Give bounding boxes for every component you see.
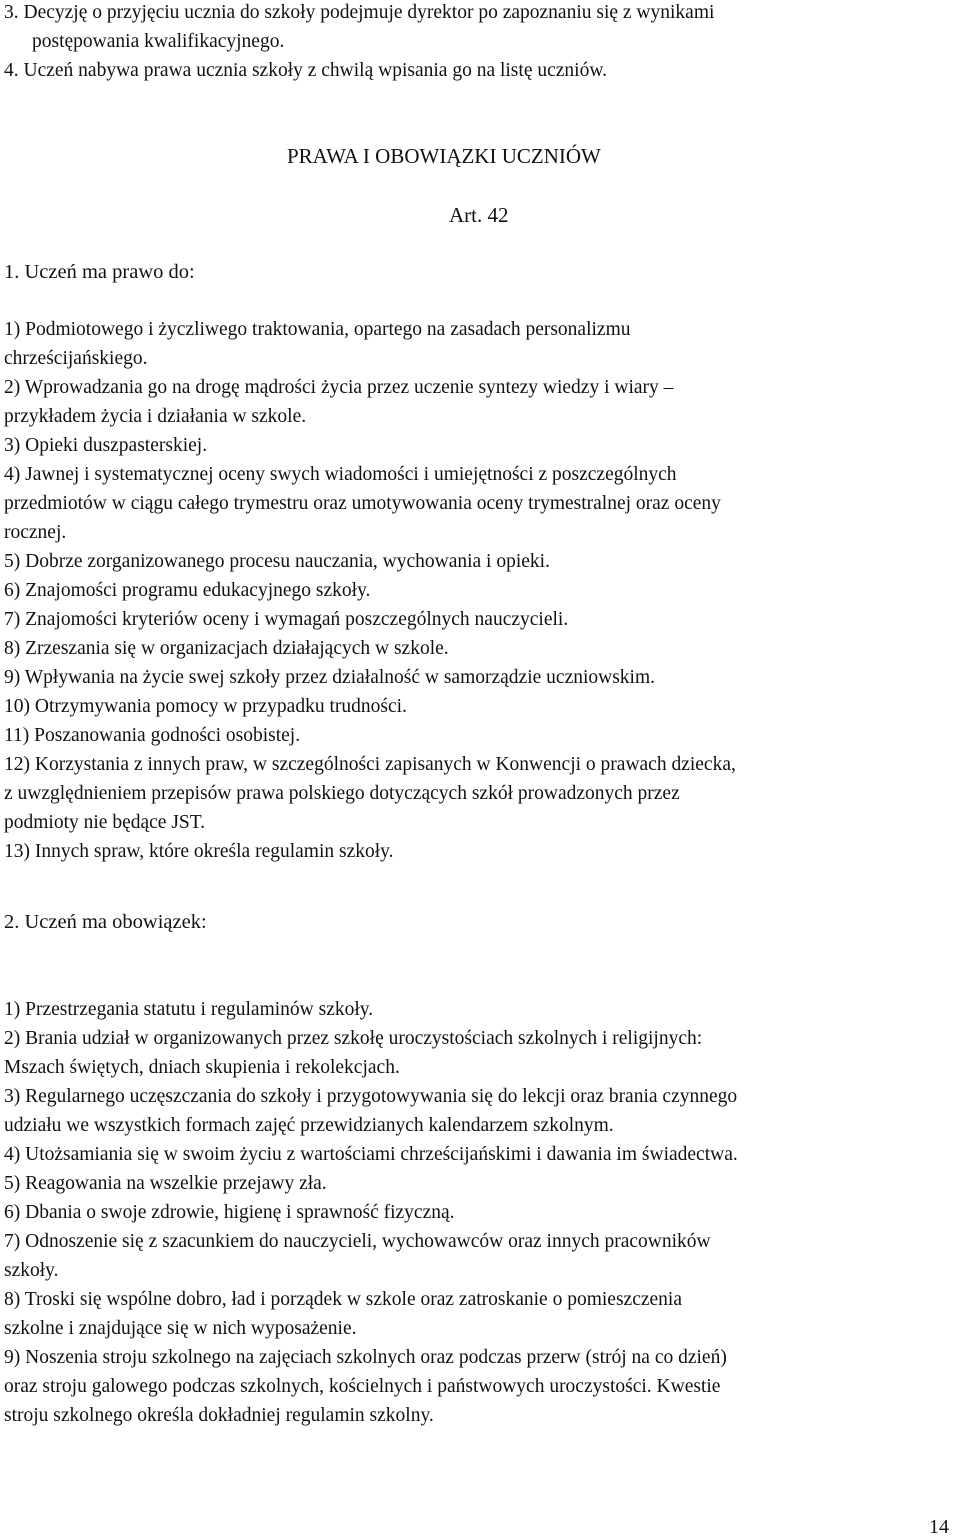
rights-item: 8) Zrzeszania się w organizacjach działających w szkole. bbox=[4, 638, 449, 659]
rights-item: 13) Innych spraw, które określa regulamin szkoły. bbox=[4, 841, 394, 862]
rights-item: 4) Jawnej i systematycznej oceny swych wiadomości i umiejętności z poszczególnych bbox=[4, 464, 677, 485]
duties-item: 3) Regularnego uczęszczania do szkoły i przygotowywania się do lekcji oraz brania czynnego bbox=[4, 1086, 738, 1107]
rights-item: 10) Otrzymywania pomocy w przypadku trudności. bbox=[4, 696, 407, 717]
duties-item: 6) Dbania o swoje zdrowie, higienę i sprawność fizyczną. bbox=[4, 1202, 455, 1223]
rights-item: chrześcijańskiego. bbox=[4, 348, 148, 369]
rights-item: 7) Znajomości kryteriów oceny i wymagań poszczególnych nauczycieli. bbox=[4, 609, 569, 630]
rights-item: podmioty nie będące JST. bbox=[4, 812, 206, 833]
rights-item: 2) Wprowadzania go na drogę mądrości życia przez uczenie syntezy wiedzy i wiary – bbox=[4, 377, 674, 398]
rights-item: rocznej. bbox=[4, 522, 67, 543]
rights-item: przykładem życia i działania w szkole. bbox=[4, 406, 307, 427]
rights-item: 3) Opieki duszpasterskiej. bbox=[4, 435, 208, 456]
rights-item: z uwzględnieniem przepisów prawa polskiego dotyczących szkół prowadzonych przez bbox=[4, 783, 680, 804]
duties-section-title: 2. Uczeń ma obowiązek: bbox=[4, 911, 207, 933]
rights-item: 11) Poszanowania godności osobistej. bbox=[4, 725, 301, 746]
rights-item: 5) Dobrze zorganizowanego procesu nauczania, wychowania i opieki. bbox=[4, 551, 550, 572]
rights-item: 12) Korzystania z innych praw, w szczególności zapisanych w Konwencji o prawach dziecka, bbox=[4, 754, 736, 775]
duties-item: 8) Troski się wspólne dobro, ład i porządek w szkole oraz zatroskanie o pomieszczenia bbox=[4, 1289, 682, 1310]
rights-section-title: 1. Uczeń ma prawo do: bbox=[4, 261, 195, 283]
intro-line-3: 3. Decyzję o przyjęciu ucznia do szkoły podejmuje dyrektor po zapoznaniu się z wynikami bbox=[4, 2, 715, 23]
duties-item: oraz stroju galowego podczas szkolnych, kościelnych i państwowych uroczystości. Kwestie bbox=[4, 1376, 721, 1397]
duties-item: 2) Brania udział w organizowanych przez szkołę uroczystościach szkolnych i religijnych: bbox=[4, 1028, 703, 1049]
duties-item: 1) Przestrzegania statutu i regulaminów szkoły. bbox=[4, 999, 374, 1020]
chapter-title: PRAWA I OBOWIĄZKI UCZNIÓW bbox=[287, 144, 601, 168]
duties-item: 9) Noszenia stroju szkolnego na zajęciach szkolnych oraz podczas przerw (strój na co dzień) bbox=[4, 1347, 727, 1368]
duties-item: udziału we wszystkich formach zajęć przewidzianych kalendarzem szkolnym. bbox=[4, 1115, 614, 1136]
duties-item: 7) Odnoszenie się z szacunkiem do nauczycieli, wychowawców oraz innych pracowników bbox=[4, 1231, 711, 1252]
rights-item: 6) Znajomości programu edukacyjnego szkoły. bbox=[4, 580, 371, 601]
page-number: 14 bbox=[929, 1516, 949, 1538]
article-number: Art. 42 bbox=[449, 203, 509, 227]
rights-item: przedmiotów w ciągu całego trymestru oraz umotywowania oceny trymestralnej oraz oceny bbox=[4, 493, 721, 514]
duties-item: stroju szkolnego określa dokładniej regulamin szkolny. bbox=[4, 1405, 434, 1426]
intro-line-4: 4. Uczeń nabywa prawa ucznia szkoły z chwilą wpisania go na listę uczniów. bbox=[4, 60, 608, 81]
intro-line-3-cont: postępowania kwalifikacyjnego. bbox=[32, 31, 285, 52]
duties-item: 4) Utożsamiania się w swoim życiu z wartościami chrześcijańskimi i dawania im świadectwa. bbox=[4, 1144, 738, 1165]
duties-item: szkolne i znajdujące się w nich wyposażenie. bbox=[4, 1318, 357, 1339]
duties-item: Mszach świętych, dniach skupienia i rekolekcjach. bbox=[4, 1057, 400, 1078]
duties-item: szkoły. bbox=[4, 1260, 59, 1281]
duties-item: 5) Reagowania na wszelkie przejawy zła. bbox=[4, 1173, 327, 1194]
rights-item: 1) Podmiotowego i życzliwego traktowania, opartego na zasadach personalizmu bbox=[4, 319, 631, 340]
rights-item: 9) Wpływania na życie swej szkoły przez działalność w samorządzie uczniowskim. bbox=[4, 667, 656, 688]
